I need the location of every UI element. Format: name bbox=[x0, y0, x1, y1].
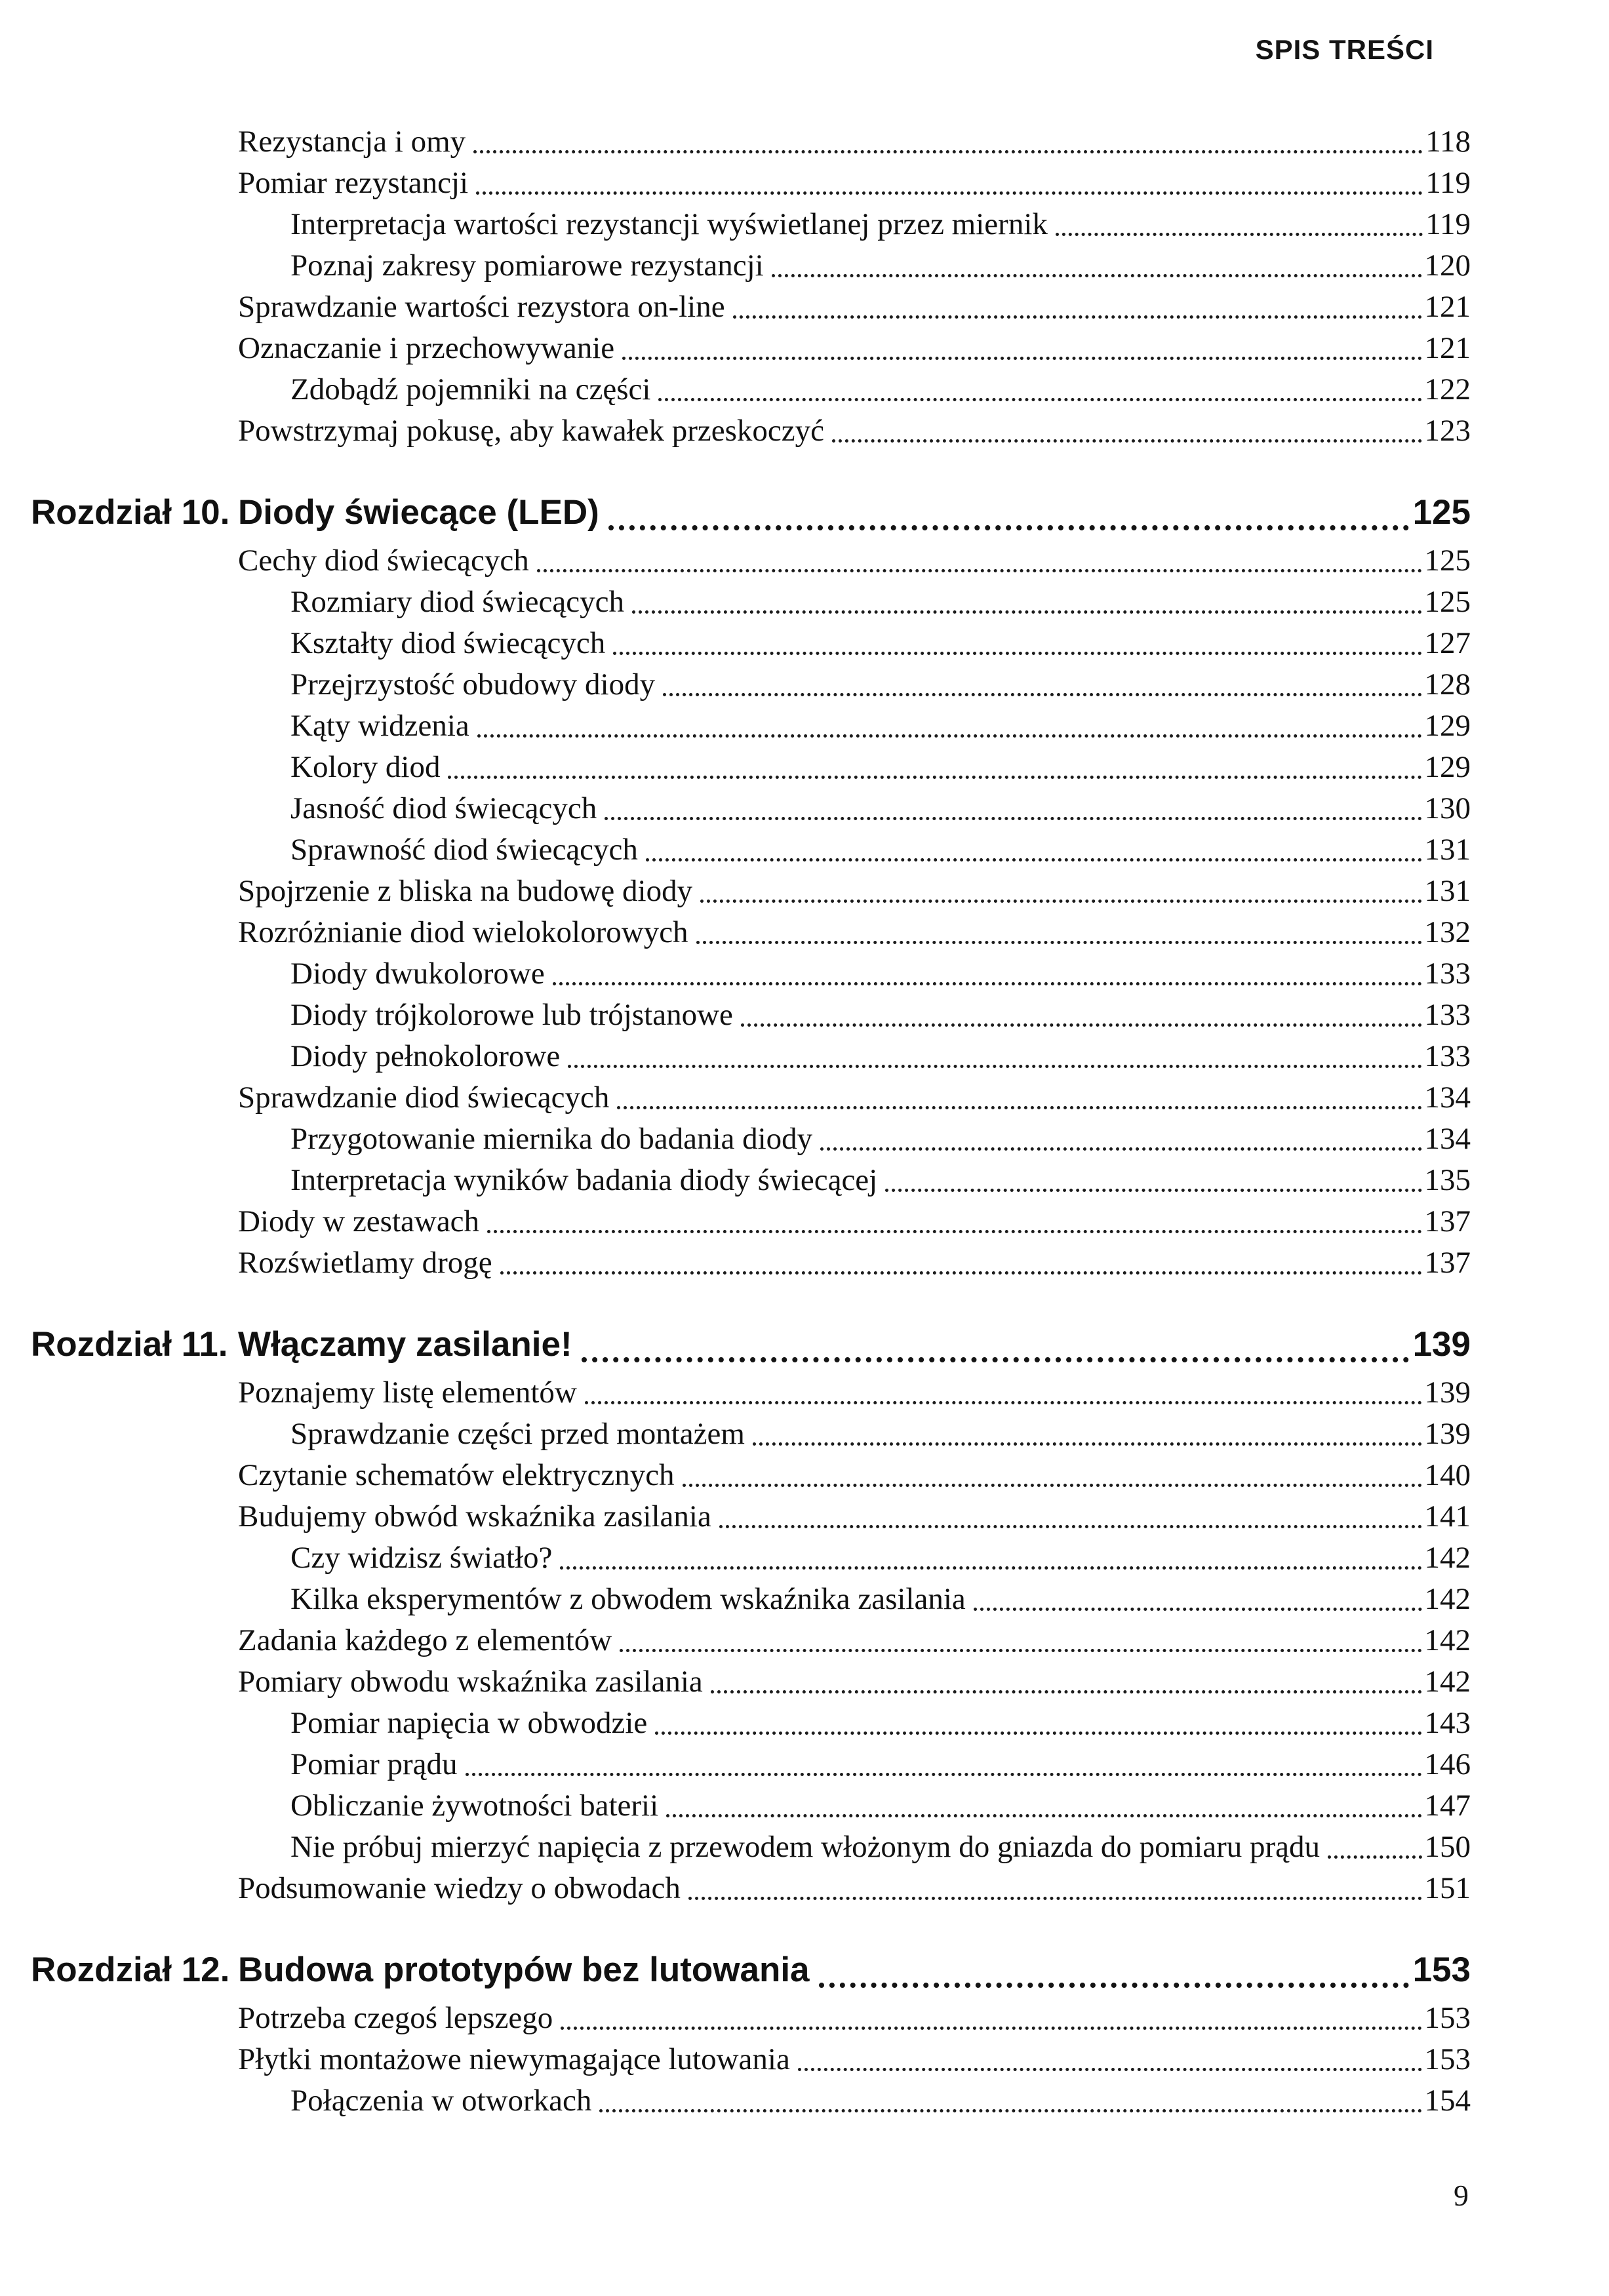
toc-entry-label: Płytki montażowe niewymagające lutowania bbox=[238, 2042, 790, 2076]
toc-entry-page: 142 bbox=[1424, 1541, 1471, 1575]
toc-entry-page: 150 bbox=[1424, 1830, 1471, 1864]
dot-leader bbox=[733, 315, 1422, 319]
dot-leader bbox=[820, 1147, 1421, 1151]
dot-leader bbox=[500, 1271, 1422, 1275]
dot-leader bbox=[753, 1442, 1422, 1446]
toc-entry-label: Diody w zestawach bbox=[238, 1204, 480, 1238]
toc-entry-row bbox=[0, 163, 1471, 205]
toc-entry-page: 146 bbox=[1424, 1747, 1471, 1781]
toc-entry-page: 128 bbox=[1424, 667, 1471, 702]
toc-entry-label: Poznajemy listę elementów bbox=[238, 1376, 577, 1410]
dot-leader bbox=[683, 1484, 1422, 1487]
toc-entry-label: Rozświetlamy drogę bbox=[238, 1246, 492, 1280]
toc-entry-label: Kształty diod świecących bbox=[290, 626, 606, 660]
toc-entry-label: Czytanie schematów elektrycznych bbox=[238, 1458, 675, 1492]
dot-leader bbox=[658, 398, 1421, 401]
toc-entry-page: 125 bbox=[1424, 585, 1471, 619]
dot-leader bbox=[798, 2068, 1422, 2071]
toc-entry-row bbox=[0, 2081, 1471, 2122]
toc-entry-page: 133 bbox=[1424, 957, 1471, 991]
toc-entry-page: 133 bbox=[1424, 998, 1471, 1032]
page-number: 9 bbox=[1454, 2179, 1469, 2212]
toc-entry-row bbox=[0, 1455, 1471, 1497]
chapter-title: Budowa prototypów bez lutowania bbox=[238, 1950, 810, 1989]
toc-entry-row bbox=[0, 665, 1471, 706]
dot-leader bbox=[473, 150, 1423, 153]
toc-entry-label: Rozmiary diod świecących bbox=[290, 585, 624, 619]
toc-entry-page: 134 bbox=[1424, 1122, 1471, 1156]
toc-entry-row bbox=[0, 1579, 1471, 1621]
toc-entry-row bbox=[0, 205, 1471, 246]
dot-leader bbox=[537, 569, 1422, 572]
toc-entry-row bbox=[0, 1202, 1471, 1243]
toc-entry-page: 120 bbox=[1424, 248, 1471, 283]
toc-entry-page: 142 bbox=[1424, 1623, 1471, 1657]
toc-entry-label: Spojrzenie z bliska na budowę diody bbox=[238, 874, 693, 908]
toc-entry-row bbox=[0, 2040, 1471, 2081]
dot-leader bbox=[553, 982, 1422, 985]
chapter-title: Włączamy zasilanie! bbox=[238, 1325, 572, 1364]
toc-entry-page: 132 bbox=[1424, 915, 1471, 949]
toc-entry-label: Kolory diod bbox=[290, 750, 441, 784]
toc-entry-row bbox=[0, 1160, 1471, 1202]
toc-entry-row bbox=[0, 122, 1471, 163]
toc-entry-page: 153 bbox=[1424, 2042, 1471, 2076]
toc-entry-label: Poznaj zakresy pomiarowe rezystancji bbox=[290, 248, 764, 283]
toc-entry-row bbox=[0, 246, 1471, 287]
toc-entry-page: 135 bbox=[1424, 1163, 1471, 1197]
dot-leader bbox=[772, 274, 1422, 277]
dot-leader bbox=[585, 1401, 1422, 1404]
toc-entry-row bbox=[0, 582, 1471, 623]
toc-entry-label: Budujemy obwód wskaźnika zasilania bbox=[238, 1499, 711, 1534]
toc-entry-page: 123 bbox=[1424, 414, 1471, 448]
toc-entry-label: Potrzeba czegoś lepszego bbox=[238, 2001, 553, 2035]
toc-entry-label: Sprawność diod świecących bbox=[290, 833, 638, 867]
toc-entry-label: Powstrzymaj pokusę, aby kawałek przeskoczyć bbox=[238, 414, 825, 448]
dot-leader bbox=[608, 525, 1409, 530]
toc-entry-row bbox=[0, 1662, 1471, 1703]
toc-entry-row bbox=[0, 1621, 1471, 1662]
toc-entry-label: Sprawdzanie części przed montażem bbox=[290, 1417, 745, 1451]
toc-entry-label: Interpretacja wyników badania diody świecącej bbox=[290, 1163, 878, 1197]
dot-leader bbox=[605, 817, 1421, 820]
dot-leader bbox=[655, 1732, 1421, 1735]
dot-leader bbox=[568, 1065, 1421, 1068]
toc-entry-row bbox=[0, 1998, 1471, 2040]
toc-entry-page: 137 bbox=[1424, 1246, 1471, 1280]
dot-leader bbox=[974, 1608, 1422, 1611]
chapter-heading-row bbox=[0, 490, 1471, 541]
dot-leader bbox=[885, 1189, 1421, 1192]
dot-leader bbox=[582, 1357, 1409, 1362]
dot-leader bbox=[477, 734, 1422, 738]
toc-entry-row bbox=[0, 954, 1471, 995]
toc-entry-row bbox=[0, 1037, 1471, 1078]
dot-leader bbox=[1328, 1855, 1421, 1859]
toc-entry-page: 142 bbox=[1424, 1582, 1471, 1616]
toc-entry-page: 125 bbox=[1424, 544, 1471, 578]
toc-entry-page: 119 bbox=[1425, 166, 1471, 200]
toc-entry-label: Zadania każdego z elementów bbox=[238, 1623, 612, 1657]
toc-entry-row bbox=[0, 995, 1471, 1037]
toc-entry-page: 122 bbox=[1424, 372, 1471, 406]
dot-leader bbox=[696, 941, 1422, 944]
toc-entry-label: Połączenia w otworkach bbox=[290, 2084, 592, 2118]
toc-entry-page: 130 bbox=[1424, 791, 1471, 825]
chapter-page: 153 bbox=[1412, 1950, 1471, 1989]
dot-leader bbox=[666, 1814, 1421, 1817]
toc-entry-row bbox=[0, 1119, 1471, 1160]
toc-entry-label: Diody dwukolorowe bbox=[290, 957, 545, 991]
dot-leader bbox=[719, 1525, 1422, 1528]
toc-entry-page: 147 bbox=[1424, 1789, 1471, 1823]
toc-entry-page: 121 bbox=[1424, 290, 1471, 324]
toc-entry-page: 131 bbox=[1424, 874, 1471, 908]
toc-entry-page: 134 bbox=[1424, 1080, 1471, 1115]
toc-entry-row bbox=[0, 1538, 1471, 1579]
dot-leader bbox=[646, 858, 1422, 861]
dot-leader bbox=[599, 2109, 1421, 2112]
toc-entry-row bbox=[0, 830, 1471, 871]
toc-entry-label: Kąty widzenia bbox=[290, 709, 469, 743]
toc-entry-label: Pomiar rezystancji bbox=[238, 166, 469, 200]
toc-entry-row bbox=[0, 623, 1471, 665]
toc-entry-page: 151 bbox=[1424, 1871, 1471, 1905]
toc-entry-label: Przygotowanie miernika do badania diody bbox=[290, 1122, 813, 1156]
toc-entry-row bbox=[0, 913, 1471, 954]
toc-entry-row bbox=[0, 871, 1471, 913]
toc-entry-row bbox=[0, 370, 1471, 411]
toc-entry-row bbox=[0, 1827, 1471, 1869]
toc-entry-label: Jasność diod świecących bbox=[290, 791, 597, 825]
chapter-heading-row bbox=[0, 1322, 1471, 1373]
toc-entry-page: 119 bbox=[1425, 207, 1471, 241]
toc-entry-label: Nie próbuj mierzyć napięcia z przewodem włożonym do gniazda do pomiaru prądu bbox=[290, 1830, 1321, 1864]
dot-leader bbox=[476, 191, 1423, 195]
dot-leader bbox=[663, 693, 1421, 696]
toc-entry-page: 129 bbox=[1424, 750, 1471, 784]
toc-entry-row bbox=[0, 1243, 1471, 1284]
toc-entry-row bbox=[0, 1869, 1471, 1910]
dot-leader bbox=[632, 610, 1422, 614]
toc-entry-page: 153 bbox=[1424, 2001, 1471, 2035]
toc-entry-page: 133 bbox=[1424, 1039, 1471, 1073]
toc-entry-label: Diody trójkolorowe lub trójstanowe bbox=[290, 998, 733, 1032]
toc-entry-row bbox=[0, 541, 1471, 582]
toc-entry-label: Podsumowanie wiedzy o obwodach bbox=[238, 1871, 681, 1905]
toc-entry-row bbox=[0, 287, 1471, 328]
toc-entry-label: Pomiar napięcia w obwodzie bbox=[290, 1706, 648, 1740]
toc-entry-row bbox=[0, 789, 1471, 830]
chapter-number: Rozdział 10. bbox=[31, 493, 230, 532]
toc-entry-page: 127 bbox=[1424, 626, 1471, 660]
toc-entry-label: Pomiar prądu bbox=[290, 1747, 458, 1781]
toc-entry-label: Kilka eksperymentów z obwodem wskaźnika zasilania bbox=[290, 1582, 966, 1616]
toc-entry-page: 118 bbox=[1425, 125, 1471, 159]
toc-entry-label: Sprawdzanie diod świecących bbox=[238, 1080, 610, 1115]
toc-entry-label: Zdobądź pojemniki na części bbox=[290, 372, 651, 406]
toc-entry-page: 154 bbox=[1424, 2084, 1471, 2118]
chapter-number: Rozdział 12. bbox=[31, 1950, 230, 1989]
dot-leader bbox=[487, 1230, 1421, 1233]
toc-entry-label: Sprawdzanie wartości rezystora on-line bbox=[238, 290, 725, 324]
toc-entry-label: Rezystancja i omy bbox=[238, 125, 466, 159]
toc-entry-row bbox=[0, 1373, 1471, 1414]
toc-entry-page: 139 bbox=[1424, 1417, 1471, 1451]
toc-entry-label: Cechy diod świecących bbox=[238, 544, 529, 578]
dot-leader bbox=[561, 2027, 1421, 2030]
dot-leader bbox=[620, 1649, 1421, 1652]
chapter-title: Diody świecące (LED) bbox=[238, 493, 599, 532]
toc-entry-page: 142 bbox=[1424, 1665, 1471, 1699]
toc-entry-label: Interpretacja wartości rezystancji wyświetlanej przez miernik bbox=[290, 207, 1048, 241]
toc-entry-page: 121 bbox=[1424, 331, 1471, 365]
toc-entry-row bbox=[0, 1786, 1471, 1827]
toc-entry-label: Diody pełnokolorowe bbox=[290, 1039, 561, 1073]
dot-leader bbox=[1056, 233, 1423, 236]
dot-leader bbox=[448, 776, 1421, 779]
dot-leader bbox=[613, 652, 1421, 655]
toc-entry-row bbox=[0, 411, 1471, 452]
toc-entry-label: Obliczanie żywotności baterii bbox=[290, 1789, 659, 1823]
dot-leader bbox=[819, 1983, 1409, 1988]
toc-entry-row bbox=[0, 1497, 1471, 1538]
chapter-heading-row bbox=[0, 1947, 1471, 1998]
toc-entry-row bbox=[0, 1414, 1471, 1455]
toc-entry-label: Pomiary obwodu wskaźnika zasilania bbox=[238, 1665, 703, 1699]
toc-entry-label: Przejrzystość obudowy diody bbox=[290, 667, 656, 702]
toc bbox=[0, 122, 1471, 2122]
dot-leader bbox=[700, 900, 1421, 903]
dot-leader bbox=[741, 1023, 1422, 1027]
toc-entry-page: 143 bbox=[1424, 1706, 1471, 1740]
toc-entry-page: 140 bbox=[1424, 1458, 1471, 1492]
toc-entry-label: Czy widzisz światło? bbox=[290, 1541, 553, 1575]
toc-entry-page: 139 bbox=[1424, 1376, 1471, 1410]
toc-entry-page: 141 bbox=[1424, 1499, 1471, 1534]
running-header: SPIS TREŚCI bbox=[1255, 34, 1434, 65]
dot-leader bbox=[832, 439, 1421, 443]
toc-entry-page: 131 bbox=[1424, 833, 1471, 867]
toc-entry-row bbox=[0, 1703, 1471, 1745]
dot-leader bbox=[711, 1690, 1422, 1693]
dot-leader bbox=[466, 1773, 1422, 1776]
chapter-number: Rozdział 11. bbox=[31, 1325, 228, 1364]
toc-entry-label: Rozróżnianie diod wielokolorowych bbox=[238, 915, 688, 949]
toc-entry-row bbox=[0, 328, 1471, 370]
toc-entry-row bbox=[0, 1745, 1471, 1786]
dot-leader bbox=[622, 357, 1421, 360]
chapter-page: 139 bbox=[1412, 1325, 1471, 1364]
dot-leader bbox=[617, 1106, 1421, 1109]
toc-entry-page: 137 bbox=[1424, 1204, 1471, 1238]
dot-leader bbox=[688, 1897, 1422, 1900]
toc-entry-label: Oznaczanie i przechowywanie bbox=[238, 331, 615, 365]
dot-leader bbox=[560, 1566, 1421, 1570]
toc-entry-row bbox=[0, 747, 1471, 789]
toc-entry-page: 129 bbox=[1424, 709, 1471, 743]
toc-entry-row bbox=[0, 706, 1471, 747]
toc-entry-row bbox=[0, 1078, 1471, 1119]
chapter-page: 125 bbox=[1412, 493, 1471, 532]
